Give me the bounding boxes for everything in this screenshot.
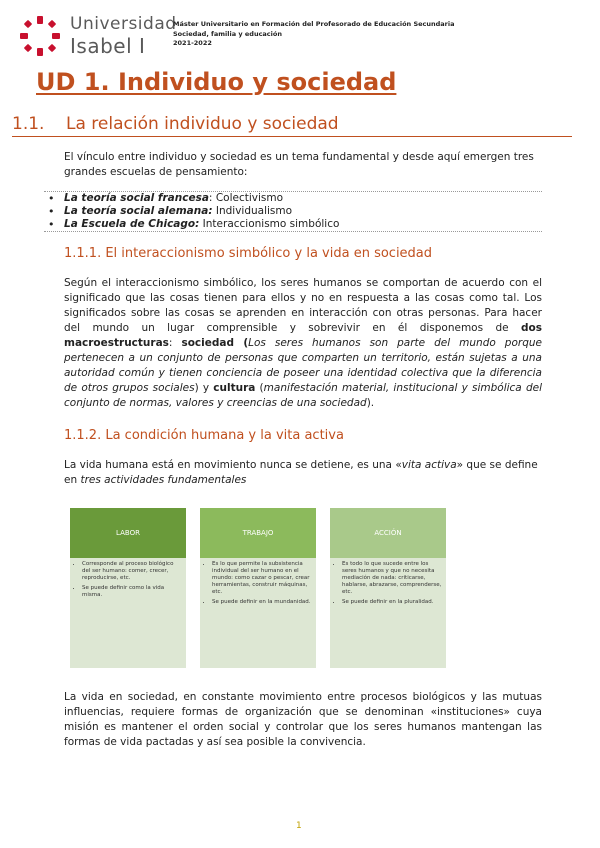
vita-activa-paragraph [64,458,542,488]
course-info-line: 2021-2022 [173,39,212,47]
text-run: ) y [194,382,214,394]
column-body [200,558,316,668]
list-item [44,218,542,231]
school-value: Individualismo [215,205,293,217]
subsection-heading-1: 1.1.1. El interaccionismo simbólico y la vida en sociedad [64,246,433,261]
text-run: manifestación material, institucional y simbólica del conjunto de normas, valores y creencias de una sociedad [64,382,542,409]
list-item: • Corresponde al proceso biológico del ser humano: comer, crecer, reproducirse, etc. [82,561,182,582]
column-body [70,558,186,668]
column-body [330,558,446,668]
course-info-line: Sociedad, familia y educación [173,29,282,38]
text-run: : [168,337,182,349]
logo-line-2-text: Isabel I [70,34,146,58]
university-logo-icon [18,14,62,58]
list-item: • Se puede definir en la mundanidad. [212,599,312,606]
text-run: cultura [213,382,256,394]
text-run: Según el interaccionismo simbólico, los seres humanos se comportan de acuerdo con el significado que las cosas tienen para ellos y no en respuesta a las cosas como tal. Los significados sobre las cosas se aprenden en interacción con otras personas. Para hacer del mundo un lugar comprensible y sobrevivir en él disponemos de [64,277,542,334]
intro-paragraph: El vínculo entre individuo y sociedad es un tema fundamental y desde aquí emergen tres grandes escuelas de pensamiento: [64,151,534,178]
schools-list [44,191,542,232]
university-name [70,14,177,58]
column-header: ACCIÓN [330,508,446,558]
list-item: • Es todo lo que sucede entre los seres humanos y que no necesita mediación de nada: criticarse, hablarse, abrazarse, comprenderse, etc. [342,561,442,596]
school-name: La teoría social alemana: [64,205,213,217]
text-run: dos macroestructuras [64,322,542,349]
section-number: 1.1. [12,114,45,134]
logo-line-2 [70,34,177,58]
course-info [173,20,455,49]
list-item [44,205,542,218]
school-sep: : [208,192,216,204]
list-item [44,192,542,205]
section-title: La relación individuo y sociedad [66,114,339,134]
interaccionismo-paragraph [64,276,542,411]
text-run: Los seres humanos son parte del mundo porque pertenecen a un conjunto de personas que comparten un territorio, están sujetas a una autoridad común y tienen conciencia de poseer una identidad colectiva que la diferencia de otros grupos sociales [64,337,542,394]
diagram-column-trabajo [200,508,316,668]
diagram-column-labor [70,508,186,668]
page-header [18,12,578,58]
school-name: La teoría social francesa [64,192,209,204]
list-item: • Se puede definir en la pluralidad. [342,599,442,606]
text-run: ( [255,382,264,394]
column-header: LABOR [70,508,186,558]
text-run: ). [366,397,375,409]
text-run: vita activa [401,459,457,471]
list-item: • Es lo que permite la subsistencia individual del ser humano en el mundo: como cazar o pescar, crear herramientas, construir máquinas, etc. [212,561,312,596]
school-value: Interaccionismo simbólico [202,218,340,230]
subsection-heading-2: 1.1.2. La condición humana y la vita activa [64,428,344,443]
text-run: » que se define en [64,459,538,486]
list-item: • Se puede definir como la vida misma. [82,585,182,599]
activities-diagram [70,508,520,668]
column-header: TRABAJO [200,508,316,558]
page-number: 1 [296,821,302,831]
unit-title: UD 1. Individuo y sociedad [36,68,397,96]
text-run: sociedad ( [181,337,249,349]
logo-line-1: Universidad [70,14,177,34]
text-run: tres actividades fundamentales [80,474,247,486]
school-value: Colectivismo [215,192,284,204]
school-name: La Escuela de Chicago: [64,218,200,230]
closing-paragraph: La vida en sociedad, en constante movimiento entre procesos biológicos y las mutuas influencias, requiere formas de organización que se denominan «instituciones» cuya misión es mantener el orden social y controlar que los seres humanos mantengan las formas de vida pactadas y así sea posible la convivencia. [64,691,542,748]
text-run: La vida humana está en movimiento nunca se detiene, es una « [64,459,402,471]
course-info-line: Máster Universitario en Formación del Profesorado de Educación Secundaria [173,20,455,28]
section-heading [12,114,572,137]
diagram-column-accion [330,508,446,668]
